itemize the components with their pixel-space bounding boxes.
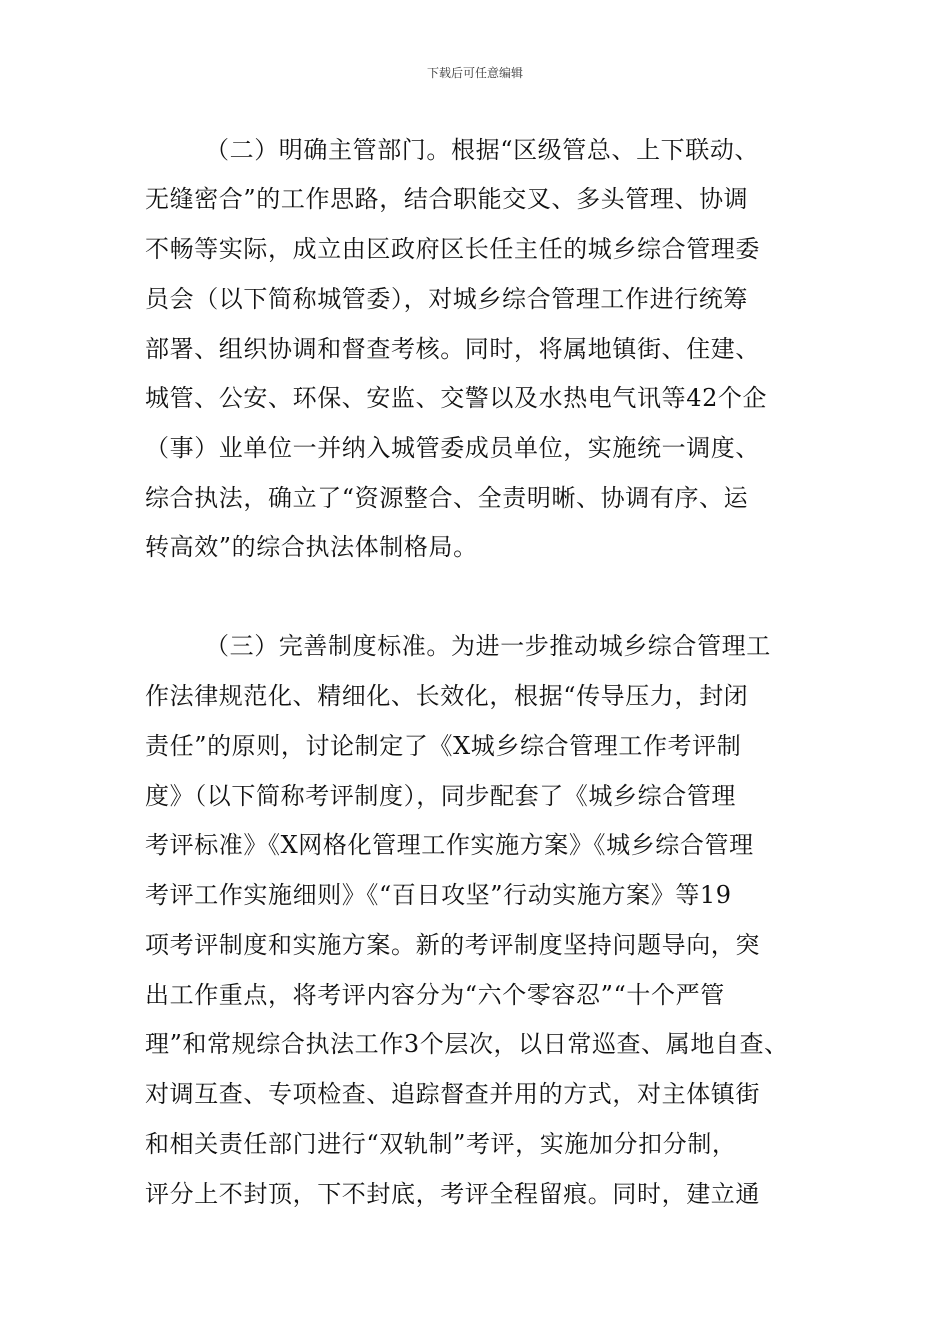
text-line: 和相关责任部门进行“双轨制”考评，实施加分扣分制，	[145, 1130, 737, 1158]
text-line: 评分上不封顶，下不封底，考评全程留痕。同时，建立通	[145, 1180, 760, 1208]
text-line: 出工作重点，将考评内容分为“六个零容忍”“十个严管	[145, 981, 725, 1009]
text-line: （事）业单位一并纳入城管委成员单位，实施统一调度、	[145, 434, 760, 462]
text-line: 无缝密合”的工作思路，结合职能交叉、多头管理、协调	[145, 185, 749, 213]
text-line: 部署、组织协调和督查考核。同时，将属地镇街、住建、	[145, 335, 760, 363]
text-line: 综合执法，确立了“资源整合、全责明晰、协调有序、运	[145, 484, 749, 512]
text-line: 理”和常规综合执法工作3个层次，以日常巡查、属地自查、	[145, 1030, 789, 1058]
text-line: 考评工作实施细则》《“百日攻坚”行动实施方案》等19	[145, 881, 732, 909]
text-line: 考评标准》《X网格化管理工作实施方案》《城乡综合管理	[145, 831, 754, 859]
text-line: （二）明确主管部门。根据“区级管总、上下联动、	[205, 136, 760, 164]
text-line: 度》（以下简称考评制度），同步配套了《城乡综合管理	[145, 782, 736, 810]
text-line: 责任”的原则，讨论制定了《X城乡综合管理工作考评制	[145, 732, 742, 760]
text-line: 不畅等实际，成立由区政府区长任主任的城乡综合管理委	[145, 235, 760, 263]
text-line: 员会（以下简称城管委），对城乡综合管理工作进行统筹	[145, 285, 748, 313]
text-line: 项考评制度和实施方案。新的考评制度坚持问题导向，突	[145, 931, 760, 959]
page-header-note: 下载后可任意编辑	[426, 66, 523, 80]
text-line: 作法律规范化、精细化、长效化，根据“传导压力，封闭	[145, 682, 749, 710]
text-line: 转高效”的综合执法体制格局。	[145, 533, 478, 561]
text-line: （三）完善制度标准。为进一步推动城乡综合管理工	[205, 632, 771, 660]
text-line: 城管、公安、环保、安监、交警以及水热电气讯等42个企	[145, 384, 768, 412]
text-line: 对调互查、专项检查、追踪督查并用的方式，对主体镇街	[145, 1080, 760, 1108]
